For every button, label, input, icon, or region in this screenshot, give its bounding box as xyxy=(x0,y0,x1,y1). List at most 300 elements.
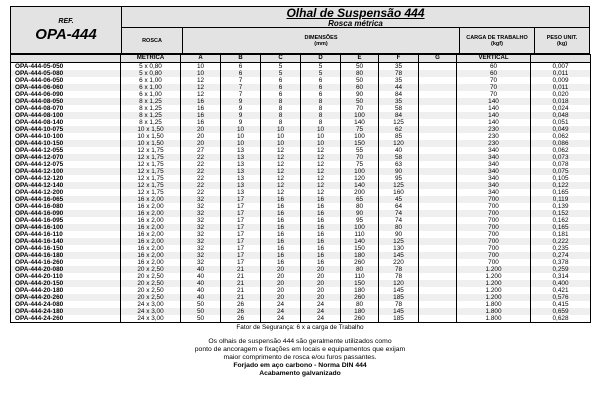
table-cell: 16 xyxy=(301,224,341,231)
ref-label: REF. xyxy=(58,17,74,25)
table-cell: 40 xyxy=(181,273,221,280)
table-cell: 340 xyxy=(457,189,531,196)
table-cell: 78 xyxy=(379,273,419,280)
table-cell: 0,222 xyxy=(531,238,591,245)
table-cell: 20 x 2,50 xyxy=(121,266,181,273)
table-cell: 0,009 xyxy=(531,77,591,84)
table-cell: 12 xyxy=(261,147,301,154)
table-cell: 32 xyxy=(181,217,221,224)
table-cell: 125 xyxy=(379,238,419,245)
table-cell: 8 xyxy=(261,105,301,112)
table-cell: 20 x 2,50 xyxy=(121,273,181,280)
column-header: A xyxy=(181,55,221,63)
table-cell-empty xyxy=(419,105,457,112)
table-cell: 50 xyxy=(181,301,221,308)
table-cell: 40 xyxy=(181,280,221,287)
table-cell: 0,628 xyxy=(531,315,591,323)
table-cell: 12 xyxy=(301,161,341,168)
row-reference: OPA-444-12-055 xyxy=(11,147,121,154)
row-reference: OPA-444-12-200 xyxy=(11,189,121,196)
table-cell-empty xyxy=(419,147,457,154)
row-reference: OPA-444-10-150 xyxy=(11,140,121,147)
table-cell: 0,235 xyxy=(531,245,591,252)
table-row xyxy=(11,91,591,98)
row-reference: OPA-444-08-050 xyxy=(11,98,121,105)
table-cell: 16 xyxy=(301,245,341,252)
table-row xyxy=(11,189,591,196)
table-cell: 12 xyxy=(261,182,301,189)
table-cell: 700 xyxy=(457,238,531,245)
table-cell: 78 xyxy=(379,301,419,308)
table-cell: 0,105 xyxy=(531,175,591,182)
table-cell: 140 xyxy=(457,98,531,105)
row-reference: OPA-444-16-090 xyxy=(11,210,121,217)
table-cell: 13 xyxy=(221,154,261,161)
table-cell: 10 x 1,50 xyxy=(121,140,181,147)
table-cell: 20 xyxy=(181,133,221,140)
title-block xyxy=(122,7,589,53)
table-cell-empty xyxy=(419,273,457,280)
table-cell: 84 xyxy=(379,91,419,98)
table-cell: 12 xyxy=(301,182,341,189)
table-cell: 24 xyxy=(261,308,301,315)
table-cell: 90 xyxy=(341,210,379,217)
table-cell: 0,011 xyxy=(531,70,591,77)
table-cell: 17 xyxy=(221,203,261,210)
table-cell: 5 xyxy=(261,70,301,77)
table-cell: 6 xyxy=(261,84,301,91)
row-reference: OPA-444-06-050 xyxy=(11,77,121,84)
table-cell: 21 xyxy=(221,273,261,280)
table-cell: 12 xyxy=(261,189,301,196)
table-cell: 16 x 2,00 xyxy=(121,238,181,245)
table-cell: 10 xyxy=(181,70,221,77)
column-header: D xyxy=(301,55,341,63)
table-cell: 1.200 xyxy=(457,273,531,280)
table-cell: 12 x 1,75 xyxy=(121,161,181,168)
row-reference: OPA-444-16-180 xyxy=(11,252,121,259)
safety-factor-note: Fator de Segurança: 6 x a carga de Trabalho xyxy=(236,324,364,331)
table-cell: 1.800 xyxy=(457,301,531,308)
table-cell: 40 xyxy=(181,287,221,294)
table-cell: 6 x 1,00 xyxy=(121,91,181,98)
table-cell: 13 xyxy=(221,161,261,168)
table-cell: 17 xyxy=(221,196,261,203)
table-row xyxy=(11,280,591,287)
table-cell: 20 xyxy=(261,273,301,280)
table-cell: 32 xyxy=(181,231,221,238)
table-cell-empty xyxy=(419,231,457,238)
spec-table xyxy=(10,54,591,323)
table-row xyxy=(11,196,591,203)
table-row xyxy=(11,294,591,301)
column-header: B xyxy=(221,55,261,63)
footer-line-1: Os olhais de suspensão 444 são geralmente utilizados como xyxy=(208,338,392,345)
table-cell: 260 xyxy=(341,259,379,266)
table-cell: 180 xyxy=(341,287,379,294)
table-row xyxy=(11,287,591,294)
table-cell: 6 xyxy=(301,84,341,91)
table-cell: 78 xyxy=(379,70,419,77)
peso-header xyxy=(535,28,589,53)
table-cell: 12 xyxy=(181,77,221,84)
table-cell: 340 xyxy=(457,175,531,182)
footer-line-3: maior comprimento de rosca e/ou furos passantes. xyxy=(223,354,377,361)
table-cell: 55 xyxy=(341,147,379,154)
table-cell: 140 xyxy=(457,112,531,119)
table-cell: 100 xyxy=(341,112,379,119)
table-cell: 16 x 2,00 xyxy=(121,210,181,217)
table-cell: 10 xyxy=(221,126,261,133)
table-cell-empty xyxy=(419,98,457,105)
table-cell: 22 xyxy=(181,168,221,175)
table-cell: 140 xyxy=(341,238,379,245)
table-cell: 1.200 xyxy=(457,287,531,294)
table-cell-empty xyxy=(419,91,457,98)
table-row xyxy=(11,98,591,105)
table-cell: 8 xyxy=(301,119,341,126)
table-cell: 0,048 xyxy=(531,112,591,119)
table-cell: 120 xyxy=(379,140,419,147)
table-row xyxy=(11,182,591,189)
page-title: Olhal de Suspensão 444 xyxy=(286,5,425,20)
table-cell-empty xyxy=(419,203,457,210)
table-cell: 340 xyxy=(457,154,531,161)
table-cell: 16 x 2,00 xyxy=(121,196,181,203)
table-cell: 24 xyxy=(261,301,301,308)
table-cell: 12 xyxy=(261,161,301,168)
table-cell: 125 xyxy=(379,182,419,189)
table-cell: 10 xyxy=(261,140,301,147)
table-cell: 12 xyxy=(301,147,341,154)
table-cell: 78 xyxy=(379,266,419,273)
table-cell: 0,576 xyxy=(531,294,591,301)
row-reference: OPA-444-12-120 xyxy=(11,175,121,182)
table-cell: 145 xyxy=(379,308,419,315)
table-row xyxy=(11,140,591,147)
table-cell: 8 x 1,25 xyxy=(121,105,181,112)
table-cell: 7 xyxy=(221,77,261,84)
table-cell: 26 xyxy=(221,301,261,308)
table-cell: 0,162 xyxy=(531,217,591,224)
row-reference: OPA-444-10-075 xyxy=(11,126,121,133)
table-cell: 700 xyxy=(457,196,531,203)
table-cell: 0,073 xyxy=(531,154,591,161)
table-cell: 5 x 0,80 xyxy=(121,70,181,77)
table-cell: 13 xyxy=(221,175,261,182)
row-reference: OPA-444-16-260 xyxy=(11,259,121,266)
table-cell-empty xyxy=(419,210,457,217)
table-cell: 20 xyxy=(261,287,301,294)
table-cell: 85 xyxy=(379,133,419,140)
table-cell: 10 xyxy=(301,140,341,147)
table-cell: 20 x 2,50 xyxy=(121,287,181,294)
row-reference: OPA-444-08-100 xyxy=(11,112,121,119)
table-cell: 12 xyxy=(261,168,301,175)
table-cell-empty xyxy=(419,70,457,77)
table-cell: 700 xyxy=(457,210,531,217)
table-cell: 12 xyxy=(181,84,221,91)
table-cell: 62 xyxy=(379,126,419,133)
row-reference: OPA-444-16-100 xyxy=(11,224,121,231)
table-cell: 0,314 xyxy=(531,273,591,280)
table-cell: 230 xyxy=(457,140,531,147)
table-cell: 74 xyxy=(379,210,419,217)
column-header xyxy=(11,55,121,63)
table-row xyxy=(11,119,591,126)
table-cell: 700 xyxy=(457,231,531,238)
table-cell-empty xyxy=(419,301,457,308)
table-cell: 10 xyxy=(221,133,261,140)
table-cell: 0,020 xyxy=(531,91,591,98)
table-cell-empty xyxy=(419,308,457,315)
table-cell: 7 xyxy=(221,91,261,98)
table-cell-empty xyxy=(419,266,457,273)
table-cell: 5 x 0,80 xyxy=(121,63,181,71)
table-cell: 12 x 1,75 xyxy=(121,175,181,182)
table-cell: 700 xyxy=(457,203,531,210)
table-row xyxy=(11,84,591,91)
product-code: OPA-444 xyxy=(35,25,97,43)
table-cell: 16 xyxy=(301,259,341,266)
table-cell: 13 xyxy=(221,189,261,196)
table-cell: 230 xyxy=(457,126,531,133)
table-cell: 6 xyxy=(221,63,261,71)
table-cell-empty xyxy=(419,259,457,266)
row-reference: OPA-444-16-065 xyxy=(11,196,121,203)
table-cell: 70 xyxy=(457,84,531,91)
table-cell: 64 xyxy=(379,203,419,210)
table-cell: 32 xyxy=(181,224,221,231)
footer-line-2: ponto de ancoragem e fixações em locais e equipamentos que exijam xyxy=(194,346,406,353)
table-cell: 12 xyxy=(261,154,301,161)
table-cell: 5 xyxy=(301,70,341,77)
table-cell: 0,075 xyxy=(531,168,591,175)
table-cell: 0,051 xyxy=(531,119,591,126)
table-cell: 5 xyxy=(261,63,301,71)
table-cell: 16 xyxy=(261,231,301,238)
table-cell: 74 xyxy=(379,217,419,224)
table-cell: 0,659 xyxy=(531,308,591,315)
row-reference: OPA-444-08-070 xyxy=(11,105,121,112)
table-cell-empty xyxy=(419,84,457,91)
table-cell: 0,049 xyxy=(531,126,591,133)
table-cell: 8 xyxy=(261,112,301,119)
table-cell: 27 xyxy=(181,147,221,154)
table-cell: 12 xyxy=(301,154,341,161)
table-cell: 16 x 2,00 xyxy=(121,245,181,252)
table-cell: 9 xyxy=(221,98,261,105)
table-cell: 24 xyxy=(261,315,301,323)
table-cell: 44 xyxy=(379,84,419,91)
table-cell: 16 xyxy=(301,203,341,210)
table-cell: 120 xyxy=(341,175,379,182)
table-cell: 16 xyxy=(301,231,341,238)
table-cell: 0,062 xyxy=(531,147,591,154)
table-row xyxy=(11,231,591,238)
row-reference: OPA-444-12-070 xyxy=(11,154,121,161)
table-cell: 50 xyxy=(181,315,221,323)
table-cell: 16 x 2,00 xyxy=(121,252,181,259)
table-cell-empty xyxy=(419,126,457,133)
rosca-header xyxy=(122,28,183,53)
table-cell: 58 xyxy=(379,105,419,112)
table-cell: 40 xyxy=(379,147,419,154)
table-cell: 6 x 1,00 xyxy=(121,77,181,84)
footer-notes xyxy=(10,338,590,378)
carga-unit: (kgf) xyxy=(491,40,503,47)
table-cell: 32 xyxy=(181,238,221,245)
table-cell: 60 xyxy=(341,84,379,91)
table-cell: 16 x 2,00 xyxy=(121,224,181,231)
table-cell: 200 xyxy=(341,189,379,196)
rosca-label: ROSCA xyxy=(142,37,162,44)
table-cell-empty xyxy=(419,112,457,119)
table-cell: 22 xyxy=(181,154,221,161)
table-cell: 16 xyxy=(261,217,301,224)
table-cell: 0,421 xyxy=(531,287,591,294)
table-cell: 10 xyxy=(301,126,341,133)
table-cell: 16 x 2,00 xyxy=(121,203,181,210)
row-reference: OPA-444-08-140 xyxy=(11,119,121,126)
table-cell: 125 xyxy=(379,119,419,126)
table-cell: 21 xyxy=(221,294,261,301)
row-reference: OPA-444-12-100 xyxy=(11,168,121,175)
table-cell: 0,086 xyxy=(531,140,591,147)
table-cell: 16 xyxy=(261,196,301,203)
table-row xyxy=(11,203,591,210)
table-cell-empty xyxy=(419,196,457,203)
table-cell-empty xyxy=(419,252,457,259)
title-box xyxy=(122,7,589,28)
table-cell: 16 xyxy=(301,238,341,245)
table-cell: 12 x 1,75 xyxy=(121,182,181,189)
row-reference: OPA-444-16-080 xyxy=(11,203,121,210)
table-cell: 80 xyxy=(341,301,379,308)
table-cell: 13 xyxy=(221,147,261,154)
row-reference: OPA-444-20-080 xyxy=(11,266,121,273)
table-cell-empty xyxy=(419,224,457,231)
table-row xyxy=(11,308,591,315)
table-cell: 230 xyxy=(457,133,531,140)
table-cell: 16 xyxy=(261,252,301,259)
table-cell: 22 xyxy=(181,182,221,189)
page-subtitle: Rosca métrica xyxy=(328,18,383,28)
table-cell: 10 x 1,50 xyxy=(121,126,181,133)
table-cell: 75 xyxy=(341,161,379,168)
table-row xyxy=(11,266,591,273)
table-cell: 0,119 xyxy=(531,196,591,203)
table-cell: 20 xyxy=(261,294,301,301)
table-cell: 5 xyxy=(301,63,341,71)
table-row xyxy=(11,238,591,245)
table-cell: 21 xyxy=(221,287,261,294)
table-row xyxy=(11,63,591,71)
table-cell: 21 xyxy=(221,280,261,287)
table-cell: 700 xyxy=(457,224,531,231)
table-cell: 40 xyxy=(181,294,221,301)
table-cell: 140 xyxy=(341,119,379,126)
table-cell: 60 xyxy=(457,63,531,71)
row-reference: OPA-444-12-075 xyxy=(11,161,121,168)
table-cell: 20 xyxy=(261,266,301,273)
table-row xyxy=(11,154,591,161)
column-header: VERTICAL xyxy=(457,55,531,63)
table-cell: 0,400 xyxy=(531,280,591,287)
table-row xyxy=(11,126,591,133)
table-cell: 24 xyxy=(301,308,341,315)
table-cell: 340 xyxy=(457,182,531,189)
table-cell-empty xyxy=(419,119,457,126)
table-cell: 26 xyxy=(221,315,261,323)
table-cell: 700 xyxy=(457,245,531,252)
table-cell: 1.200 xyxy=(457,294,531,301)
table-cell: 0,259 xyxy=(531,266,591,273)
table-cell: 0,181 xyxy=(531,231,591,238)
table-cell: 16 x 2,00 xyxy=(121,217,181,224)
table-cell: 21 xyxy=(221,266,261,273)
table-cell: 10 xyxy=(181,63,221,71)
table-cell: 95 xyxy=(341,217,379,224)
table-cell: 12 xyxy=(181,91,221,98)
footer-material: Forjado em aço carbono - Norma DIN 444 xyxy=(233,362,367,369)
product-sheet xyxy=(10,6,590,378)
table-cell: 90 xyxy=(379,231,419,238)
table-cell-empty xyxy=(419,238,457,245)
table-cell: 32 xyxy=(181,210,221,217)
table-cell: 50 xyxy=(341,77,379,84)
table-cell-empty xyxy=(419,77,457,84)
table-cell: 340 xyxy=(457,161,531,168)
table-cell: 0,274 xyxy=(531,252,591,259)
table-cell: 80 xyxy=(341,70,379,77)
table-cell: 110 xyxy=(341,231,379,238)
table-cell: 20 x 2,50 xyxy=(121,294,181,301)
dimensions-unit: (mm) xyxy=(314,40,328,47)
row-reference: OPA-444-12-140 xyxy=(11,182,121,189)
table-cell: 20 x 2,50 xyxy=(121,280,181,287)
table-cell: 32 xyxy=(181,196,221,203)
table-cell-empty xyxy=(419,189,457,196)
table-cell: 12 xyxy=(261,175,301,182)
table-cell: 140 xyxy=(457,119,531,126)
table-cell: 260 xyxy=(341,315,379,323)
table-row xyxy=(11,168,591,175)
table-cell: 6 xyxy=(221,70,261,77)
table-cell: 140 xyxy=(457,105,531,112)
table-cell: 16 xyxy=(261,259,301,266)
table-cell: 58 xyxy=(379,154,419,161)
table-row xyxy=(11,147,591,154)
row-reference: OPA-444-05-080 xyxy=(11,70,121,77)
table-cell: 8 x 1,25 xyxy=(121,119,181,126)
row-reference: OPA-444-06-090 xyxy=(11,91,121,98)
table-cell: 0,018 xyxy=(531,98,591,105)
table-row xyxy=(11,301,591,308)
table-row xyxy=(11,105,591,112)
table-cell: 0,378 xyxy=(531,259,591,266)
table-cell-empty xyxy=(419,245,457,252)
row-reference: OPA-444-16-110 xyxy=(11,231,121,238)
table-cell: 16 xyxy=(181,112,221,119)
table-cell: 90 xyxy=(341,91,379,98)
table-cell: 80 xyxy=(379,224,419,231)
row-reference: OPA-444-24-180 xyxy=(11,308,121,315)
table-row xyxy=(11,217,591,224)
table-cell: 20 xyxy=(261,280,301,287)
table-cell: 32 xyxy=(181,245,221,252)
table-cell: 0,062 xyxy=(531,133,591,140)
